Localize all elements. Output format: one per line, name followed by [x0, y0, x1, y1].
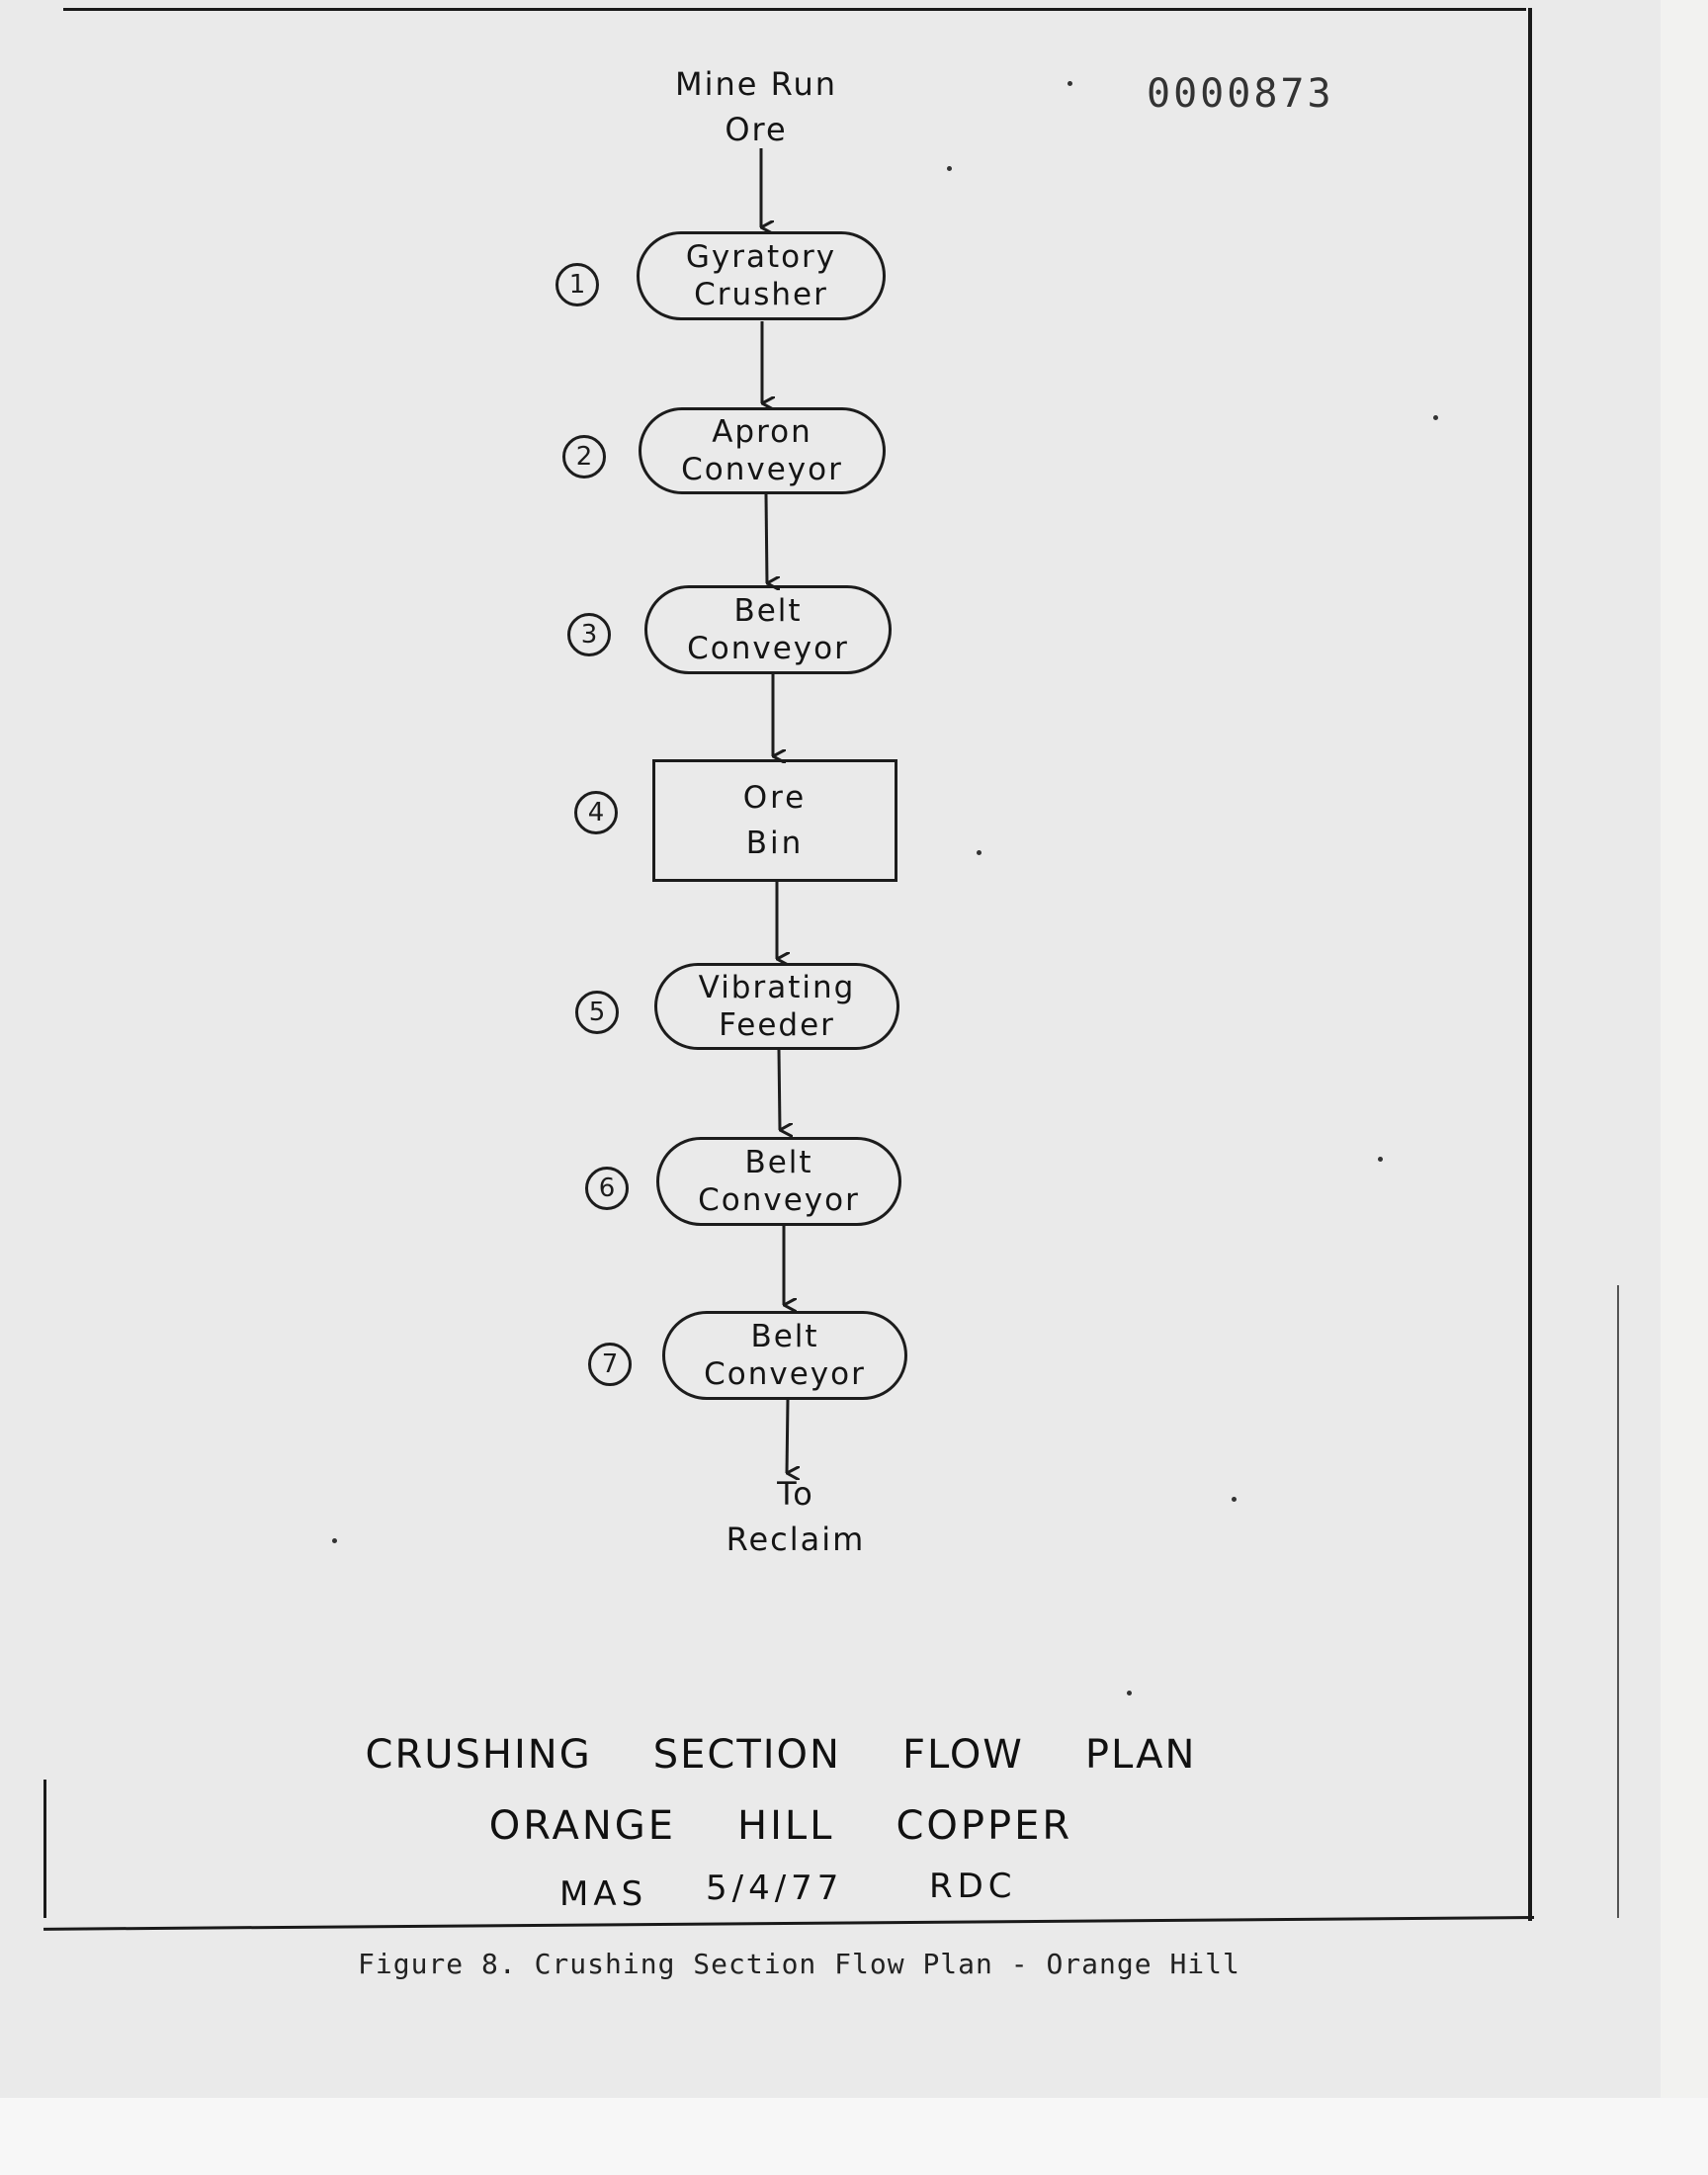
scan-speck	[332, 1538, 337, 1543]
scan-speck	[1127, 1691, 1132, 1696]
title-word: ORANGE	[488, 1803, 677, 1849]
scan-speck	[977, 850, 982, 855]
node-belt-conveyor-3	[662, 1311, 907, 1400]
title-word: PLAN	[1084, 1732, 1197, 1778]
title-line-2	[0, 1803, 1562, 1849]
initials-right: RDC	[929, 1867, 1017, 1906]
scan-speck	[947, 166, 952, 171]
node-belt-conveyor-2	[656, 1137, 901, 1226]
title-word: CRUSHING	[365, 1732, 592, 1778]
title-word: COPPER	[896, 1803, 1073, 1849]
input-label-line2: Ore	[725, 111, 788, 148]
scan-speck	[1433, 415, 1438, 420]
node-vibrating-feeder	[654, 963, 899, 1050]
step-number-7: 7	[588, 1343, 632, 1386]
node-label: Vibrating Feeder	[698, 970, 856, 1043]
document-number: 0000873	[1147, 71, 1334, 117]
step-number-1: 1	[555, 263, 599, 306]
node-apron-conveyor	[639, 407, 886, 494]
figure-caption: Figure 8. Crushing Section Flow Plan - Orange Hill	[358, 1948, 1240, 1980]
scan-speck	[1068, 81, 1072, 86]
title-word: HILL	[737, 1803, 835, 1849]
input-label-line1: Mine Run	[675, 65, 837, 103]
arrow-step7-to-reclaim	[787, 1399, 788, 1473]
step-number-3: 3	[567, 613, 611, 656]
title-word: SECTION	[652, 1732, 841, 1778]
node-label: Belt Conveyor	[698, 1145, 860, 1218]
node-label: Gyratory Crusher	[685, 239, 837, 312]
arrow-step5-to-step6	[779, 1050, 780, 1130]
node-label: Belt Conveyor	[704, 1319, 866, 1392]
title-line-1	[0, 1732, 1562, 1778]
scan-speck	[1378, 1157, 1383, 1162]
scan-speck	[1232, 1497, 1237, 1502]
output-label	[652, 1471, 939, 1562]
output-label-line1: To	[777, 1475, 814, 1513]
node-label: Apron Conveyor	[681, 414, 843, 487]
initials-left: MAS	[559, 1874, 648, 1914]
node-belt-conveyor-1	[644, 585, 892, 674]
node-ore-bin	[652, 759, 897, 882]
step-number-6: 6	[585, 1167, 629, 1210]
node-label: Belt Conveyor	[687, 593, 849, 666]
title-word: FLOW	[901, 1732, 1024, 1778]
step-number-4: 4	[574, 791, 618, 834]
step-number-5: 5	[575, 991, 619, 1034]
node-label: Ore Bin	[742, 780, 808, 861]
node-gyratory-crusher	[637, 231, 886, 320]
step-number-2: 2	[562, 435, 606, 478]
output-label-line2: Reclaim	[726, 1521, 866, 1558]
date: 5/4/77	[706, 1869, 844, 1908]
arrow-step2-to-step3	[766, 494, 767, 583]
